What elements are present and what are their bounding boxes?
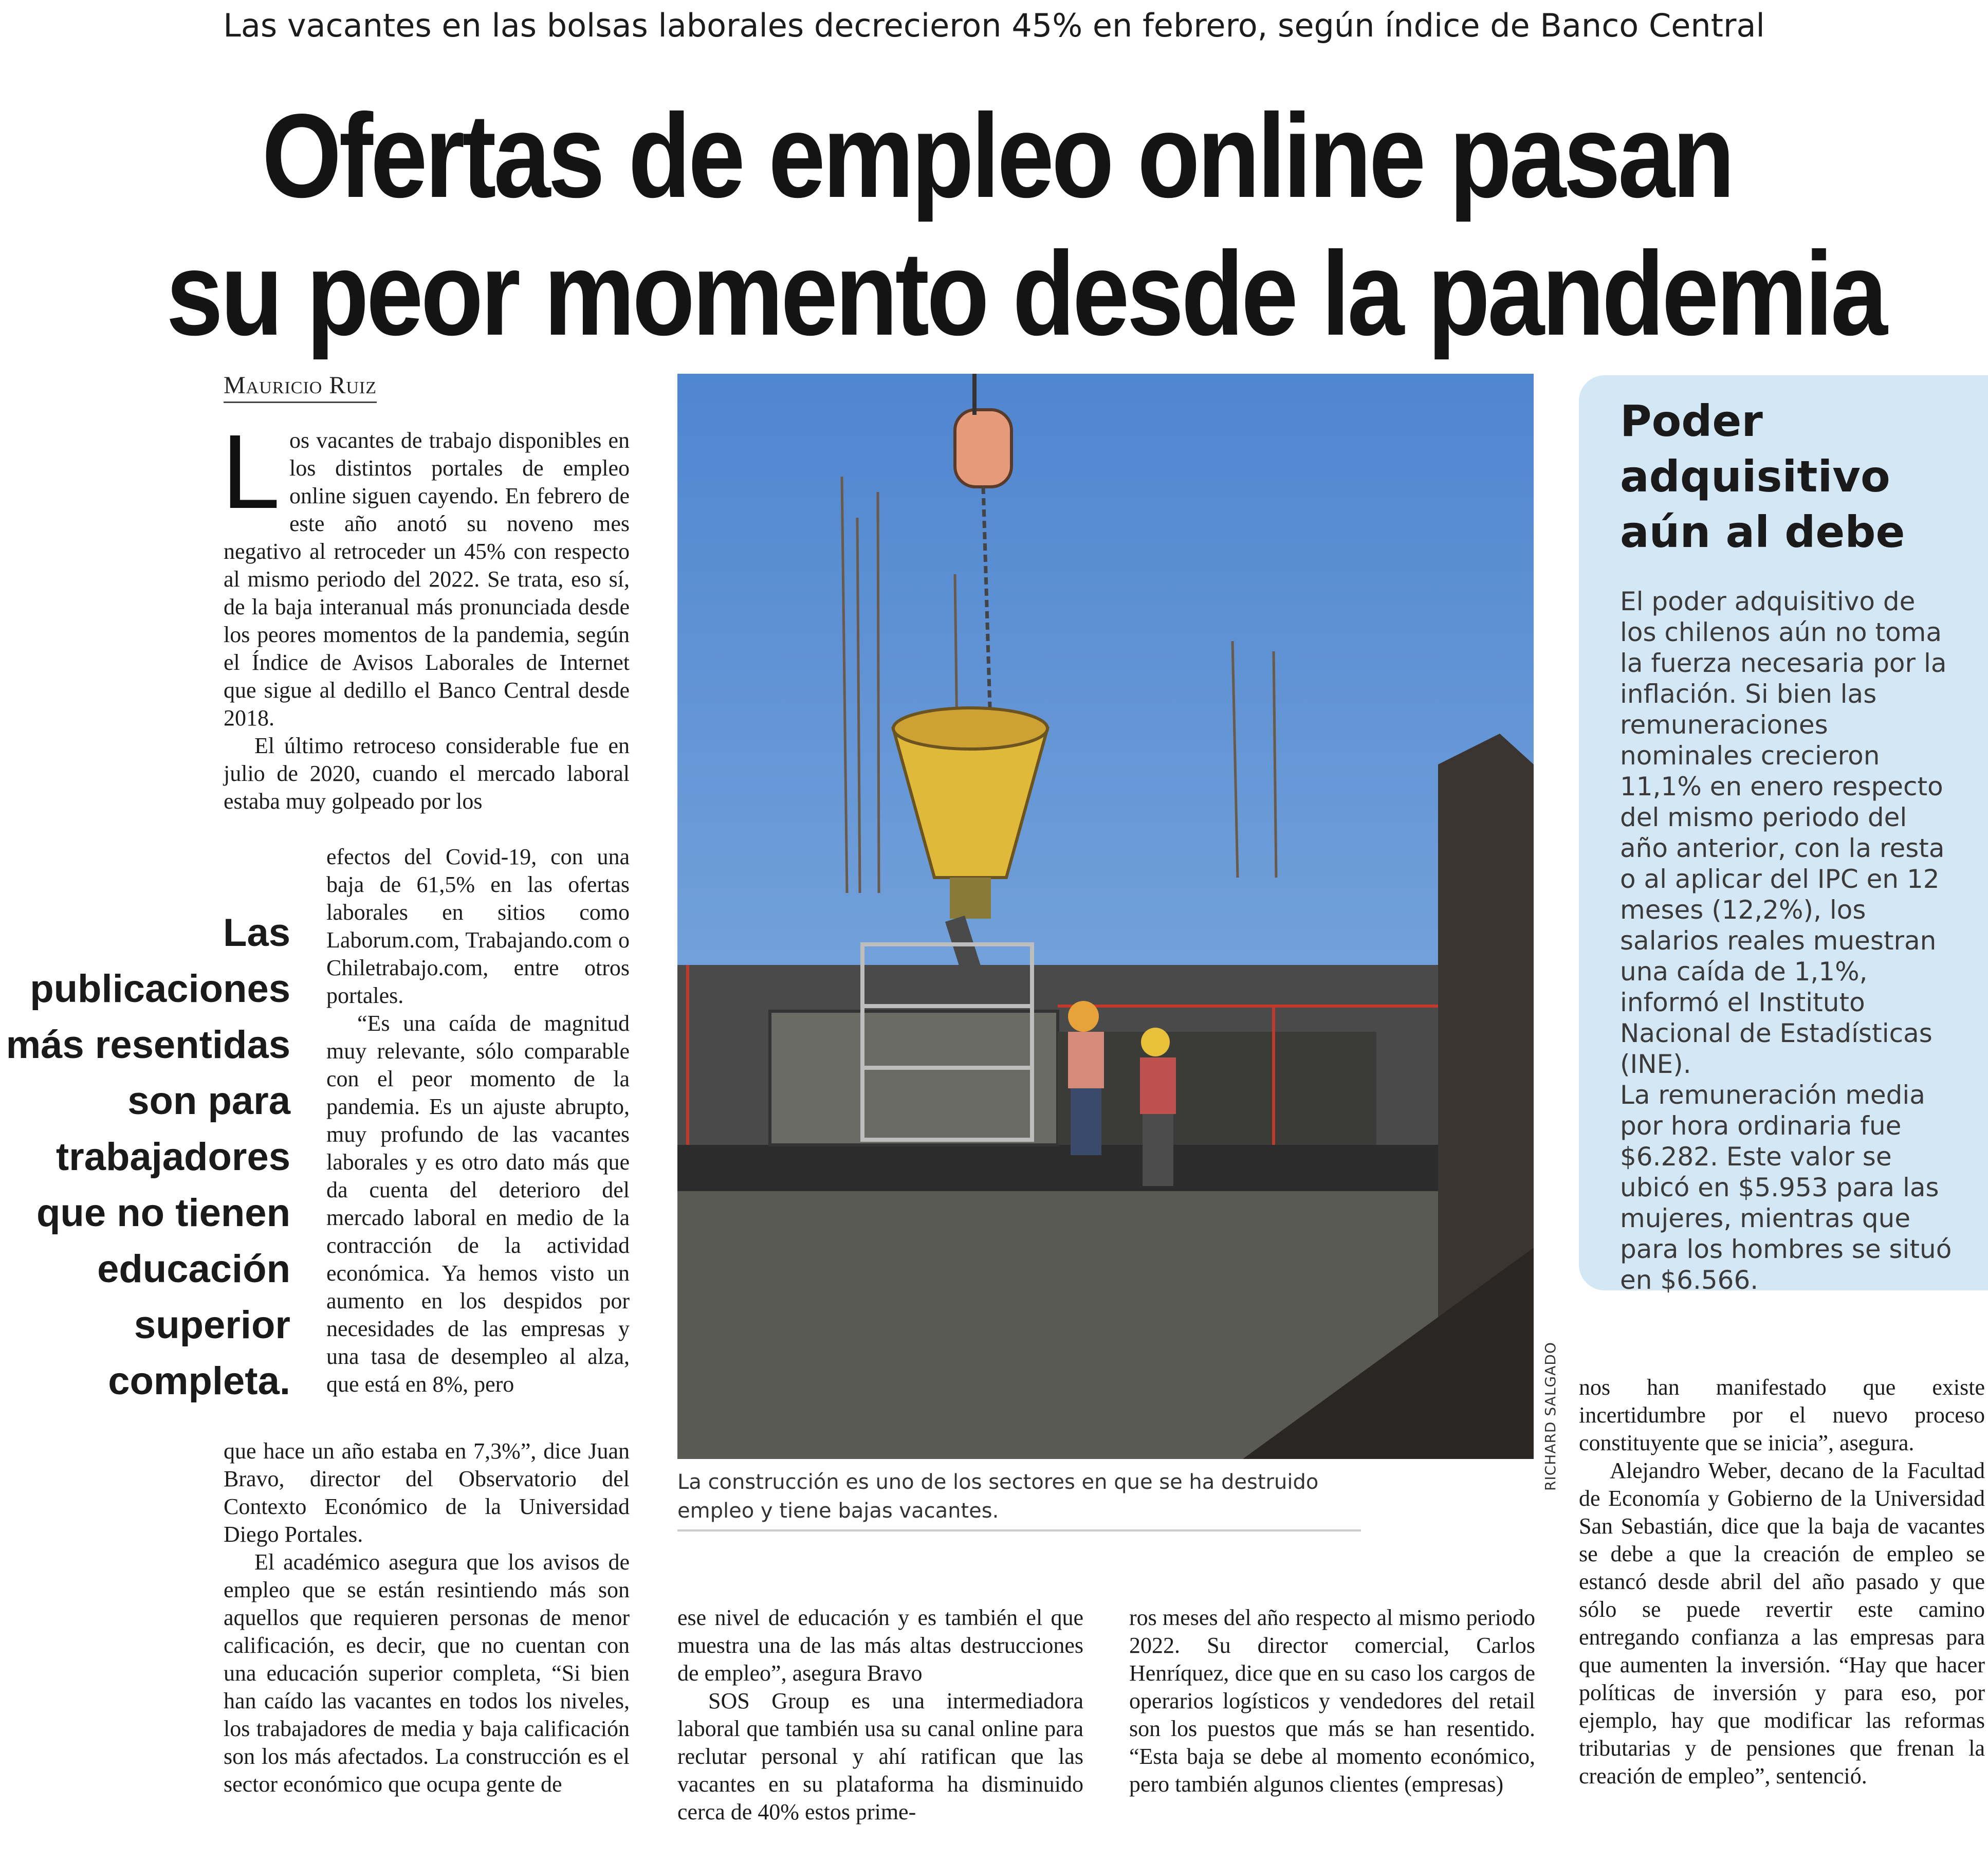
- article-column-3: [1129, 1604, 1535, 1798]
- kicker: Las vacantes en las bolsas laborales decrecieron 45% en febrero, según índice de Banco Central: [223, 7, 1765, 44]
- headline-line-2: su peor momento desde la pandemia: [166, 227, 1885, 360]
- sidebar-paragraph: La remuneración media por hora ordinaria fue $6.282. Este valor se ubicó en $5.953 para las mujeres, mientras que para los hombres se situó en $6.566.: [1620, 1080, 1952, 1295]
- article-paragraph: Alejandro Weber, decano de la Facultad de Economía y Gobierno de la Universidad San Sebastián, dice que la baja de vacantes se debe a que la creación de empleo se estancó desde abril del año pasado y que sólo se puede revertir este camino entregando confianza a las empresas para que aumenten la inversión. “Hay que hacer políticas de inversión y para eso, por ejemplo, hay que modificar las reformas tributarias y de pensiones que frenan la creación de empleo”, sentenció.: [1579, 1458, 1985, 1789]
- article-paragraph: efectos del Covid-19, con una baja de 61,5% en las ofertas laborales en sitios como Laborum.com, Trabajando.com o Chiletrabajo.com, entre otros portales.: [326, 844, 630, 1008]
- article-paragraph: Los vacantes de trabajo disponibles en los distintos portales de empleo online siguen cayendo. En febrero de este año anotó su noveno mes negativo al retroceder un 45% con respecto al mismo periodo del 2022. Se trata, eso sí, de la baja interanual más pronunciada desde los peores momentos de la pandemia, según el Índice de Avisos Laborales de Internet que sigue al dedillo el Banco Central desde 2018.: [222, 413, 630, 731]
- article-paragraph: El académico asegura que los avisos de empleo que se están resintiendo más son aquellos que requieren personas de menor calificación, es decir, que no cuentan con una educación superior completa, “Si bien han caído las vacantes en todos los niveles, los trabajadores de media y baja calificación son los más afectados. La construcción es el sector económico que ocupa gente de: [224, 1549, 630, 1797]
- article-column-4: [1579, 1374, 1985, 1790]
- byline: Mauricio Ruiz: [224, 371, 377, 403]
- article-paragraph: que hace un año estaba en 7,3%”, dice Juan Bravo, director del Observatorio del Contexto Económico de la Universidad Diego Portales.: [224, 1438, 630, 1547]
- article-paragraph: ros meses del año respecto al mismo periodo 2022. Su director comercial, Carlos Henríquez, dice que en su caso los cargos de operarios logísticos y vendedores del retail son los puestos que más se han resentido. “Esta baja se debe al momento económico, pero también algunos clientes (empresas): [1129, 1605, 1535, 1797]
- drop-cap: L: [222, 413, 281, 531]
- pull-quote: Las publicaciones más resentidas son para trabajadores que no tienen educación superior completa.: [6, 911, 290, 1403]
- article-paragraph: ese nivel de educación y es también el que muestra una de las más altas destrucciones de empleo”, asegura Bravo: [677, 1605, 1083, 1686]
- article-paragraph: SOS Group es una intermediadora laboral que también usa su canal online para reclutar personal y ahí ratifican que las vacantes en su plataforma ha disminuido cerca de 40% estos prime-: [677, 1688, 1083, 1824]
- sidebar-box: [1579, 375, 1988, 1295]
- article-paragraph: nos han manifestado que existe incertidumbre por el nuevo proceso constituyente que se inicia”, asegura.: [1579, 1375, 1985, 1455]
- article-column-1-top: [222, 413, 630, 815]
- photo-caption: La construcción es uno de los sectores en que se ha destruido empleo y tiene bajas vacantes.: [677, 1468, 1361, 1531]
- headline-line-1: Ofertas de empleo online pasan: [262, 89, 1733, 223]
- sidebar-title: Poder adquisitivo aún al debe: [1620, 396, 1905, 557]
- headline: [166, 87, 1885, 363]
- sidebar-text: [1620, 586, 1959, 1296]
- sidebar-paragraph: El poder adquisitivo de los chilenos aún no toma la fuerza necesaria por la inflación. Si bien las remuneraciones nominales crecieron 11,1% en enero respecto del mismo periodo del año anterior, con la resta o al aplicar del IPC en 12 meses (12,2%), los salarios reales muestran una caída de 1,1%, informó el Instituto Nacional de Estadísticas (INE).: [1620, 587, 1947, 1079]
- article-column-1-narrow: [326, 843, 630, 1398]
- article-column-1-bottom: [224, 1437, 630, 1798]
- construction-scene-illustration: [677, 374, 1534, 1459]
- article-column-2: [677, 1604, 1083, 1826]
- construction-photo: [677, 374, 1534, 1459]
- article-paragraph: “Es una caída de magnitud muy relevante, sólo comparable con el peor momento de la pandemia. Es un ajuste abrupto, muy profundo de las vacantes laborales y es otro dato más que da cuenta del deterioro del mercado laboral en medio de la contracción de la actividad económica. Ya hemos visto un aumento en los despidos por necesidades de las empresas y una tasa de desempleo al alza, que está en 8%, pero: [326, 1011, 630, 1397]
- article-paragraph: El último retroceso considerable fue en julio de 2020, cuando el mercado laboral estaba muy golpeado por los: [224, 733, 630, 814]
